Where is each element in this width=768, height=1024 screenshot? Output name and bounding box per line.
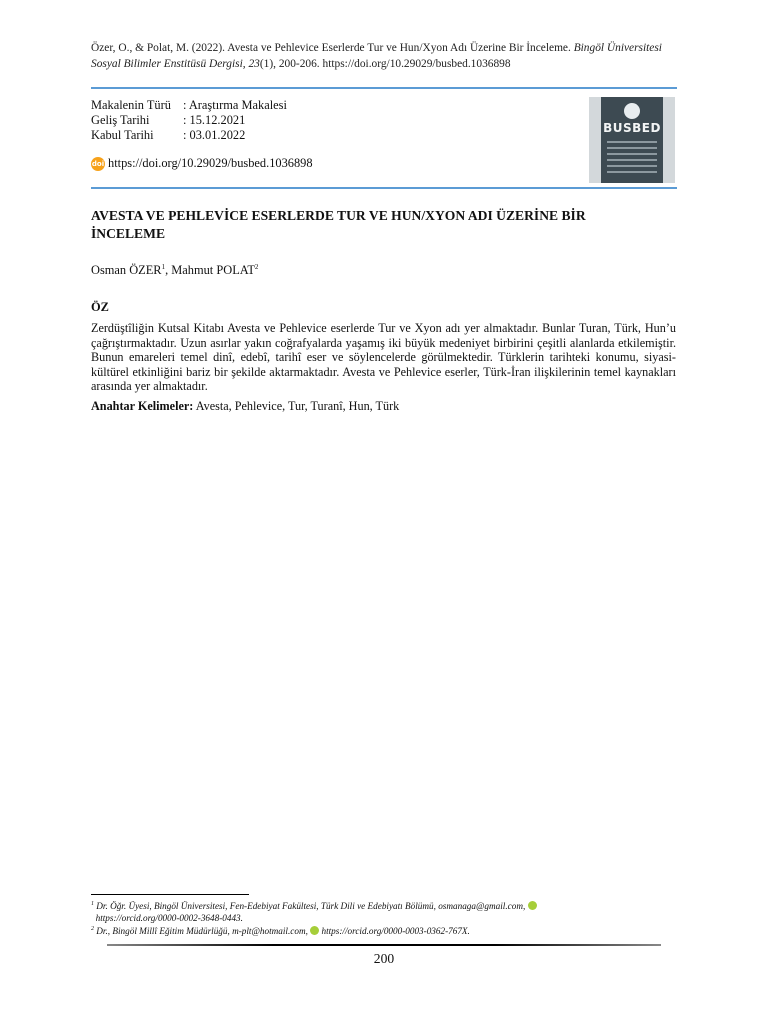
footnote-1 bbox=[91, 899, 681, 924]
header-rule-top bbox=[91, 87, 677, 89]
author-sup: 1 bbox=[161, 263, 166, 271]
citation-journal: Bingöl Üniversitesi Sosyal Bilimler Enstitüsü Dergisi, 23 bbox=[91, 42, 662, 70]
meta-value: : Araştırma Makalesi bbox=[183, 98, 287, 112]
logo-text: BUSBED bbox=[603, 121, 661, 135]
citation bbox=[91, 40, 681, 72]
meta-value: : 15.12.2021 bbox=[183, 113, 246, 127]
meta-row-accepted bbox=[91, 128, 287, 143]
journal-logo bbox=[589, 97, 675, 183]
abstract-body: Zerdüştîliğin Kutsal Kitabı Avesta ve Pehlevice eserlerde Tur ve Xyon adı yer almaktadır. Bunlar Turan, Türk, Hun’u çağrıştırmaktadır. Uzun asırlar yakın coğrafyalarda yaşamış iki büyük medeniyet birbirini çeşitli alanlarda etkilemiştir. Bunun emareleri temel dinî, edebî, tarihî eser ve söylencelerde görülmektedir. Türklerin tarihteki konumu, siyasi-kültürel etkinliğini bariz bir şekilde aktarmaktadır. Avesta ve Pehlevice eserler, Türk-İran ilişkilerinin temel kaynakları arasında yer almaktadır. bbox=[91, 321, 676, 394]
keywords bbox=[91, 399, 399, 414]
meta-label: Kabul Tarihi bbox=[91, 128, 154, 142]
page-footer-rule bbox=[107, 944, 661, 946]
orcid-link[interactable]: https://orcid.org/0000-0002-3648-0443. bbox=[95, 912, 243, 923]
footnote-text: Dr., Bingöl Millî Eğitim Müdürlüğü, m-plt@hotmail.com, bbox=[94, 926, 311, 937]
footnote-2 bbox=[91, 924, 681, 938]
footnote-text: Dr. Öğr. Üyesi, Bingöl Üniversitesi, Fen-Edebiyat Fakültesi, Türk Dili ve Edebiyatı Bölümü, osmanaga@gmail.com, bbox=[94, 901, 528, 912]
meta-row-received bbox=[91, 113, 287, 128]
citation-text: Özer, O., & Polat, M. (2022). Avesta ve Pehlevice Eserlerde Tur ve Hun/Xyon Adı Üzerine Bir İnceleme. bbox=[91, 42, 574, 54]
author-name: Osman ÖZER bbox=[91, 263, 162, 278]
footnote-rule bbox=[91, 894, 249, 895]
meta-row-type bbox=[91, 98, 287, 113]
article-title: AVESTA VE PEHLEVİCE ESERLERDE TUR VE HUN/XYON ADI ÜZERİNE BİR İNCELEME bbox=[91, 208, 586, 241]
keywords-label: Anahtar Kelimeler: bbox=[91, 399, 194, 413]
footnote-sup: 2 bbox=[91, 926, 94, 933]
orcid-link[interactable]: https://orcid.org/0000-0003-0362-767X. bbox=[321, 926, 470, 937]
abstract-heading: ÖZ bbox=[91, 300, 109, 314]
logo-lines bbox=[607, 141, 657, 177]
page-number: 200 bbox=[373, 951, 395, 966]
logo-circle-icon bbox=[624, 103, 640, 119]
author-separator: , bbox=[165, 263, 172, 278]
footnote-sup: 1 bbox=[91, 901, 94, 907]
orcid-icon bbox=[310, 926, 319, 935]
doi-line bbox=[91, 156, 313, 171]
author-name: Mahmut POLAT bbox=[171, 263, 255, 278]
meta-label: Geliş Tarihi bbox=[91, 113, 150, 127]
footnotes bbox=[91, 899, 681, 938]
meta-value: : 03.01.2022 bbox=[183, 128, 246, 142]
doi-link[interactable]: https://doi.org/10.29029/busbed.1036898 bbox=[108, 156, 313, 170]
orcid-icon bbox=[528, 901, 537, 910]
meta-label: Makalenin Türü bbox=[91, 98, 171, 112]
article-meta bbox=[91, 98, 287, 143]
citation-issue: (1), 200-206. https://doi.org/10.29029/busbed.1036898 bbox=[259, 58, 511, 70]
header-rule-bottom bbox=[91, 187, 677, 189]
logo-cover bbox=[601, 97, 663, 183]
authors bbox=[91, 263, 258, 278]
author-sup: 2 bbox=[254, 263, 259, 271]
keywords-value: Avesta, Pehlevice, Tur, Turanî, Hun, Türk bbox=[193, 399, 400, 413]
doi-icon: doi bbox=[91, 157, 105, 171]
